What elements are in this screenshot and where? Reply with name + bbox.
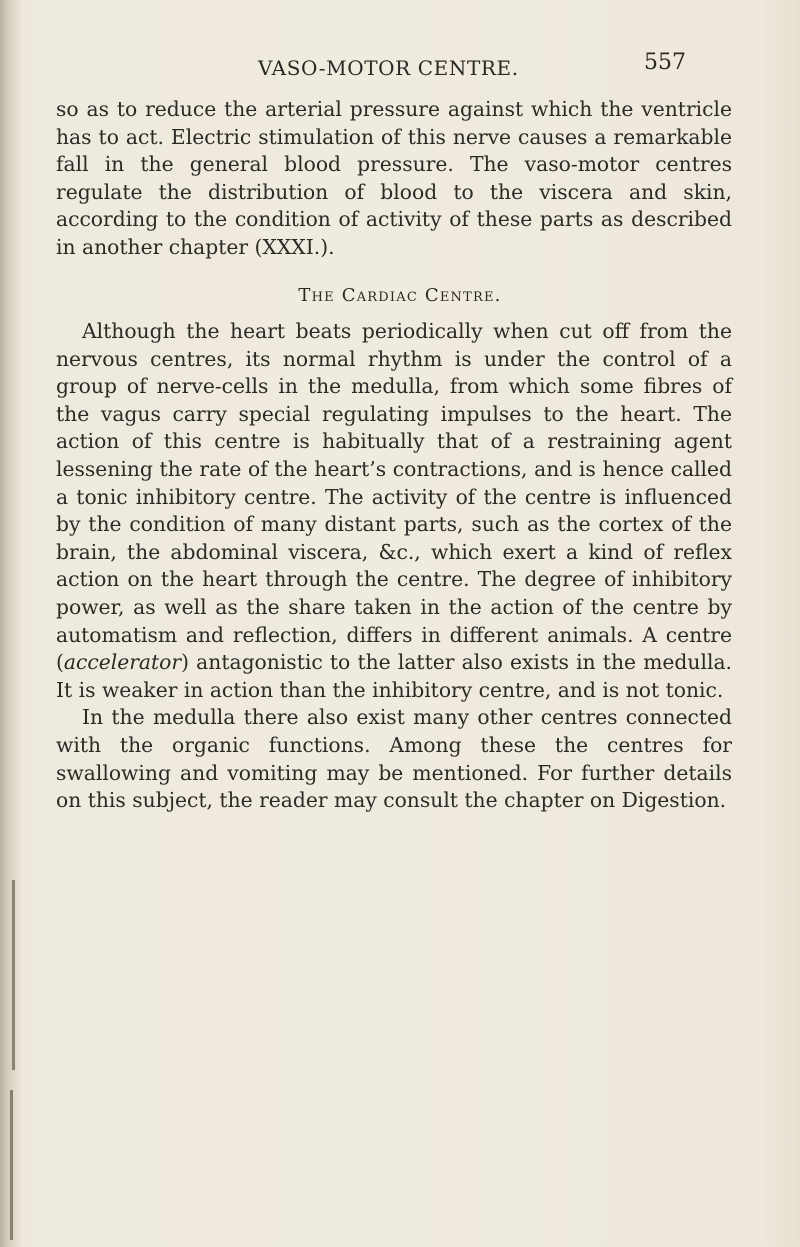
paragraph-text: Although the heart beats periodically when cut off from the nervous centres, its normal rhythm is under the control of a group of nerve-cells in the medulla, from which some fibres of the vagus carry special regulating impulses to the heart. The action of this centre is habitually that of a restraining agent lessening the rate of the heart’s contractions, and is hence called a tonic inhibitory centre. The activity of the centre is influenced by the condition of many distant parts, such as the cortex of the brain, the abdominal viscera, &c., which exert a kind of reflex action on the heart through the centre. The degree of inhibitory power, as well as the share taken in the action of the centre by automatism and reflection, differs in different animals. A centre ( bbox=[56, 319, 732, 675]
text-block-cardiac-centre bbox=[56, 318, 732, 815]
paragraph-text: ) antagonistic to the latter also exists in the medulla. It is weaker in action than the inhibitory centre, and is not tonic. bbox=[56, 650, 732, 702]
italic-term: accelerator bbox=[63, 650, 182, 675]
gutter-shadow-mark bbox=[12, 880, 15, 1070]
page-number: 557 bbox=[644, 50, 686, 75]
running-title: VASO-MOTOR CENTRE. bbox=[258, 56, 519, 80]
gutter-shadow-mark bbox=[10, 1090, 13, 1240]
page-gutter bbox=[0, 0, 22, 1247]
paragraph-continuation: so as to reduce the arterial pressure against which the ventricle has to act. Electric stimulation of this nerve causes a remarkable fall in the general blood pressure. The vaso-motor centres regulate the distribution of blood to the viscera and skin, according to the condition of activity of these parts as described in another chapter (XXXI.). bbox=[56, 97, 732, 259]
paragraph-cardiac-centre bbox=[56, 318, 732, 704]
paragraph-other-centres: In the medulla there also exist many other centres connected with the organic functions. Among these the centres for swallowing and vomiting may be mentioned. For further details on this subject, the reader may consult the chapter on Digestion. bbox=[56, 705, 732, 813]
text-block-top bbox=[56, 96, 732, 262]
section-heading: The Cardiac Centre. bbox=[298, 285, 502, 306]
